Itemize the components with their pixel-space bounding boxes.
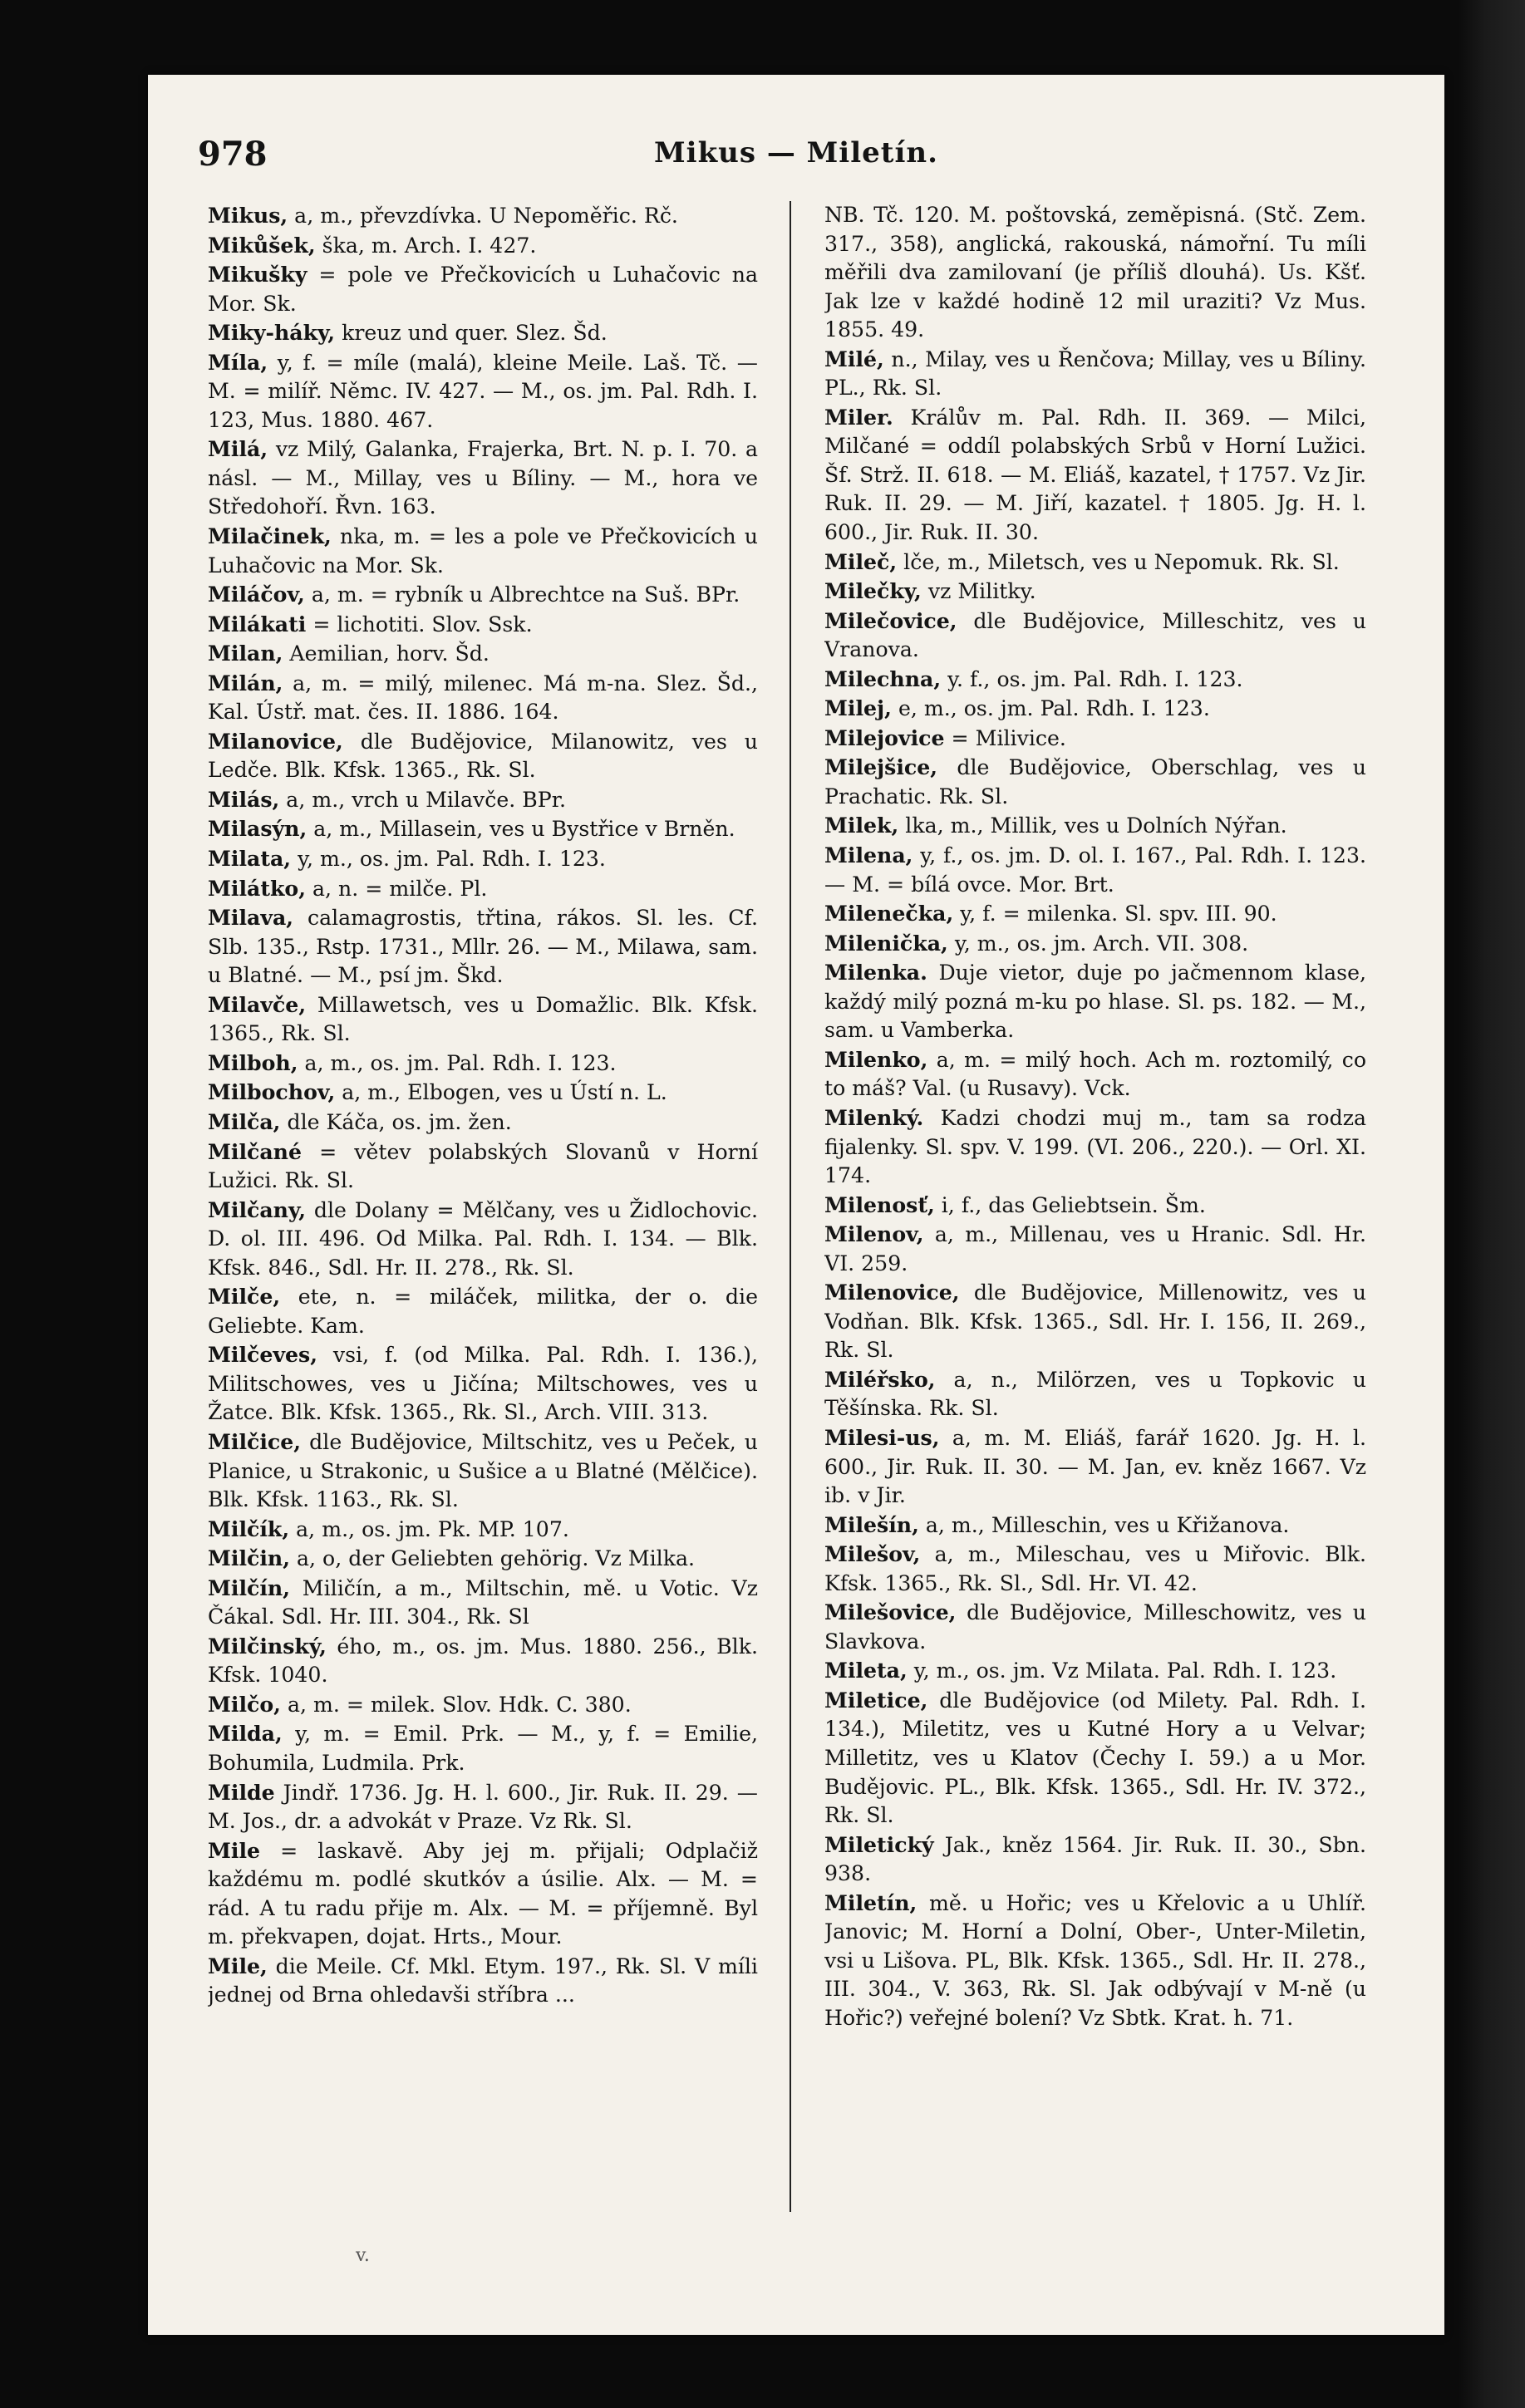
entry-headword: Milčané xyxy=(208,1138,303,1164)
dictionary-entry xyxy=(824,841,1366,899)
entry-text: kreuz und quer. Slez. Šd. xyxy=(335,321,608,346)
entry-headword: Milečky, xyxy=(824,578,922,604)
dictionary-entry xyxy=(208,1340,758,1428)
dictionary-entry xyxy=(824,1686,1366,1831)
dictionary-entry xyxy=(824,1831,1366,1889)
dictionary-entry xyxy=(824,958,1366,1045)
dictionary-entry xyxy=(208,318,758,348)
entry-text: NB. Tč. 120. M. poštovská, zeměpisná. (Stč. Zem. 317., 358), anglická, rakouská, námořní. Tu míli měřili dva zamilovaní (je příliš dlouhá). Us. Kšť. Jak lze v každé hodině 12 mil uraziti? Vz Mus. 1855. 49. xyxy=(824,203,1366,342)
entry-text: a, n., Milörzen, ves u Topkovic u Těšínska. Rk. Sl. xyxy=(824,1367,1366,1421)
dictionary-entry xyxy=(824,665,1366,695)
entry-headword: Milenký. xyxy=(824,1104,924,1130)
dictionary-entry xyxy=(208,1282,758,1340)
dictionary-entry xyxy=(824,1540,1366,1598)
entry-text: ška, m. Arch. I. 427. xyxy=(315,233,537,258)
entry-text: dle Dolany = Mělčany, ves u Židlochovic. D. ol. III. 496. Od Milka. Pal. Rdh. I. 134. — Blk. Kfsk. 846., Sdl. Hr. II. 278., Rk. Sl. xyxy=(208,1197,758,1280)
entry-headword: Milenečka, xyxy=(824,901,954,926)
entry-text: dle Budějovice, Milleschowitz, ves u Slavkova. xyxy=(824,1600,1366,1654)
entry-text: vsi, f. (od Milka. Pal. Rdh. I. 136.), Militschowes, ves u Jičína; Miltschowes, ves u Žatce. Blk. Kfsk. 1365., Rk. Sl., Arch. VIII. 313. xyxy=(208,1343,758,1425)
entry-headword: Milenov, xyxy=(824,1221,924,1247)
dictionary-entry xyxy=(208,435,758,522)
dictionary-entry xyxy=(824,1191,1366,1221)
entry-headword: Milbochov, xyxy=(208,1079,336,1105)
dictionary-entry xyxy=(824,577,1366,607)
entry-text: Duje vietor, duje po jačmennom klase, každý milý pozná m-ku po hlase. Sl. ps. 182. — M., sam. u Vamberka. xyxy=(824,961,1366,1043)
entry-text: a, m., Milleschin, ves u Křižanova. xyxy=(918,1512,1290,1537)
entry-text: Aemilian, horv. Šd. xyxy=(283,641,489,666)
entry-text: a, m. = milý hoch. Ach m. roztomilý, co to máš? Val. (u Rusavy). Vck. xyxy=(824,1047,1366,1101)
entry-headword: Milešovice, xyxy=(824,1600,957,1625)
entry-headword: Milenka. xyxy=(824,960,927,985)
entry-headword: Miletín, xyxy=(824,1890,917,1915)
dictionary-page xyxy=(148,75,1444,2335)
entry-headword: Milákati xyxy=(208,611,307,636)
entry-text: = laskavě. Aby jej m. přijali; Odplačiž každému m. podlé skutkóv a úsilie. Alx. — M. = rád. A tu radu přije m. Alx. — M. = příjemně. Byl m. překvapen, dojat. Hrts., Mour. xyxy=(208,1838,758,1949)
entry-headword: Milče, xyxy=(208,1284,281,1310)
dictionary-entry xyxy=(824,1220,1366,1278)
entry-headword: Milenovice, xyxy=(824,1280,960,1305)
entry-headword: Milena, xyxy=(824,843,913,868)
entry-text: Králův m. Pal. Rdh. II. 369. — Milci, Milčané = oddíl polabských Srbů v Horní Lužici. Šf. Strž. II. 618. — M. Eliáš, kazatel, † 1757. Vz Jir. Ruk. II. 29. — M. Jiří, kazatel. † 1805. Jg. H. l. 600., Jir. Ruk. II. 30. xyxy=(824,405,1366,545)
dictionary-entry xyxy=(208,639,758,669)
entry-text: a, m. = rybník u Albrechtce na Suš. BPr. xyxy=(304,582,740,607)
entry-text: ého, m., os. jm. Mus. 1880. 256., Blk. Kfsk. 1040. xyxy=(208,1634,758,1688)
dictionary-entry xyxy=(824,1365,1366,1423)
entry-headword: Mikůšek, xyxy=(208,232,316,258)
entry-text: y. f., os. jm. Pal. Rdh. I. 123. xyxy=(941,666,1243,691)
entry-text: dle Budějovice, Miltschitz, ves u Peček, u Planice, u Strakonic, u Sušice a u Blatné (Mělčice). Blk. Kfsk. 1163., Rk. Sl. xyxy=(208,1429,758,1512)
bottom-mark: v. xyxy=(356,2245,370,2266)
entry-headword: Miléřsko, xyxy=(824,1366,936,1392)
dictionary-entry xyxy=(208,1428,758,1515)
dictionary-entry xyxy=(824,403,1366,548)
entry-text: nka, m. = les a pole ve Přečkovicích u Luhačovic na Mor. Sk. xyxy=(208,524,758,577)
entry-text: Jak., kněz 1564. Jir. Ruk. II. 30., Sbn. 938. xyxy=(824,1832,1366,1886)
left-column xyxy=(208,201,758,2303)
scan-background-edge xyxy=(1459,0,1525,2408)
dictionary-entry xyxy=(824,1511,1366,1541)
entry-headword: Milanovice, xyxy=(208,728,343,754)
dictionary-entry xyxy=(824,811,1366,841)
entry-text: a, m., vrch u Milavče. BPr. xyxy=(279,787,566,812)
entry-text: dle Budějovice, Oberschlag, ves u Prachatic. Rk. Sl. xyxy=(824,755,1366,808)
dictionary-entry xyxy=(208,1108,758,1138)
entry-text: y, f. = milenka. Sl. spv. III. 90. xyxy=(953,902,1277,926)
entry-headword: Miletice, xyxy=(824,1687,928,1713)
entry-text: dle Káča, os. jm. žen. xyxy=(280,1109,512,1134)
entry-headword: Milčík, xyxy=(208,1516,290,1541)
dictionary-entry xyxy=(824,753,1366,811)
entry-text: ete, n. = miláček, militka, der o. die Geliebte. Kam. xyxy=(208,1285,758,1338)
dictionary-entry xyxy=(208,231,758,261)
entry-text: a, m., převzdívka. U Nepoměřic. Rč. xyxy=(288,204,678,228)
entry-headword: Milačinek, xyxy=(208,523,332,549)
entry-headword: Mikušky xyxy=(208,262,307,287)
dictionary-entry xyxy=(824,1598,1366,1656)
entry-headword: Milde xyxy=(208,1779,275,1805)
dictionary-entry xyxy=(208,1690,758,1720)
entry-headword: Milča, xyxy=(208,1108,281,1134)
entry-headword: Miletický xyxy=(824,1831,934,1857)
entry-headword: Milčice, xyxy=(208,1428,302,1454)
entry-text: a, o, der Geliebten gehörig. Vz Milka. xyxy=(290,1546,696,1571)
entry-headword: Mileč, xyxy=(824,548,898,574)
entry-text: e, m., os. jm. Pal. Rdh. I. 123. xyxy=(891,696,1210,721)
entry-headword: Mikus, xyxy=(208,203,288,228)
entry-text: a, m. = milý, milenec. Má m-na. Slez. Šd., Kal. Ústř. mat. čes. II. 1886. 164. xyxy=(208,671,758,725)
entry-text: mě. u Hořic; ves u Křelovic a u Uhlíř. Janovic; M. Horní a Dolní, Ober-, Unter-Miletin, vsi u Lišova. PL, Blk. Kfsk. 1365., Sdl. Hr. II. 278., III. 304., V. 363, Rk. Sl. Jak odbývají v M-ně (u Hořic?) veřejné bolení? Vz Sbtk. Krat. h. 71. xyxy=(824,1890,1366,2030)
dictionary-entry xyxy=(208,1632,758,1690)
dictionary-entry xyxy=(824,1656,1366,1686)
dictionary-entry xyxy=(824,929,1366,959)
entry-text: y, m., os. jm. Arch. VII. 308. xyxy=(947,931,1249,956)
entry-text: a, m., os. jm. Pk. MP. 107. xyxy=(289,1516,569,1541)
dictionary-entry xyxy=(824,1045,1366,1103)
dictionary-entry xyxy=(208,814,758,844)
entry-headword: Milek, xyxy=(824,813,899,838)
entry-text: a, m. = milek. Slov. Hdk. C. 380. xyxy=(280,1692,632,1717)
entry-headword: Milan, xyxy=(208,641,283,666)
entry-headword: Milčany, xyxy=(208,1197,306,1222)
entry-headword: Milátko, xyxy=(208,875,306,901)
entry-text: = větev polabských Slovanů v Horní Lužici. Rk. Sl. xyxy=(208,1139,758,1193)
entry-headword: Milejovice xyxy=(824,725,945,750)
entry-headword: Mileta, xyxy=(824,1658,908,1683)
entry-headword: Mile, xyxy=(208,1953,268,1978)
entry-headword: Milčin, xyxy=(208,1546,291,1571)
entry-text: y, m., os. jm. Vz Milata. Pal. Rdh. I. 123. xyxy=(907,1659,1337,1683)
entry-text: a, n. = milče. Pl. xyxy=(306,876,488,901)
dictionary-entry xyxy=(208,580,758,610)
entry-text: Millawetsch, ves u Domažlic. Blk. Kfsk. 1365., Rk. Sl. xyxy=(208,992,758,1046)
entry-headword: Milešov, xyxy=(824,1541,921,1567)
entry-headword: Míla, xyxy=(208,349,268,375)
dictionary-entry xyxy=(208,1778,758,1836)
entry-headword: Milčín, xyxy=(208,1575,291,1600)
dictionary-entry xyxy=(208,348,758,435)
dictionary-entry xyxy=(208,785,758,815)
entry-text: a, m. M. Eliáš, farář 1620. Jg. H. l. 600., Jir. Ruk. II. 30. — M. Jan, ev. kněz 1667. Vz ib. v Jir. xyxy=(824,1425,1366,1508)
dictionary-entry xyxy=(824,1103,1366,1191)
entry-text: Jindř. 1736. Jg. H. l. 600., Jir. Ruk. II. 29. — M. Jos., dr. a advokát v Praze. Vz Rk. Sl. xyxy=(208,1780,758,1834)
entry-headword: Milda, xyxy=(208,1721,283,1747)
entry-headword: Milejšice, xyxy=(824,754,938,780)
entry-text: a, m., os. jm. Pal. Rdh. I. 123. xyxy=(298,1050,617,1075)
dictionary-entry xyxy=(208,1515,758,1545)
dictionary-entry xyxy=(208,990,758,1049)
entry-text: die Meile. Cf. Mkl. Etym. 197., Rk. Sl. V míli jednej od Brna ohledavši stříbra ... xyxy=(208,1953,758,2007)
entry-text: dle Budějovice (od Milety. Pal. Rdh. I. 134.), Miletitz, ves u Kutné Hory a u Velvar; Milletitz, ves u Klatov (Čechy I. 59.) a u Mor. Budějovic. PL., Blk. Kfsk. 1365., Sdl. Hr. IV. 372., Rk. Sl. xyxy=(824,1688,1366,1828)
dictionary-entry xyxy=(208,874,758,904)
entry-text: y, f., os. jm. D. ol. I. 167., Pal. Rdh. I. 123. — M. = bílá ovce. Mor. Brt. xyxy=(824,843,1366,897)
entry-headword: Milata, xyxy=(208,846,292,872)
entry-text: = lichotiti. Slov. Ssk. xyxy=(306,612,533,636)
entry-headword: Miler. xyxy=(824,404,893,430)
dictionary-entry xyxy=(208,727,758,785)
entry-text: lče, m., Miletsch, ves u Nepomuk. Rk. Sl. xyxy=(897,549,1340,574)
dictionary-entry xyxy=(208,844,758,874)
entry-headword: Milé, xyxy=(824,346,884,371)
entry-headword: Miláčov, xyxy=(208,582,305,607)
entry-text: i, f., das Geliebtsein. Šm. xyxy=(934,1192,1206,1217)
entry-text: a, m., Mileschau, ves u Miřovic. Blk. Kfsk. 1365., Rk. Sl., Sdl. Hr. VI. 42. xyxy=(824,1542,1366,1595)
dictionary-entry xyxy=(208,1952,758,2010)
entry-headword: Milej, xyxy=(824,695,892,721)
dictionary-entry xyxy=(208,1836,758,1952)
dictionary-entry xyxy=(208,201,758,231)
entry-headword: Milán, xyxy=(208,670,283,695)
entry-text: dle Budějovice, Millenowitz, ves u Vodňan. Blk. Kfsk. 1365., Sdl. Hr. I. 156, II. 269., Rk. Sl. xyxy=(824,1280,1366,1363)
right-column xyxy=(824,201,1366,2303)
entry-text: = pole ve Přečkovicích u Luhačovic na Mor. Sk. xyxy=(208,263,758,316)
entry-text: y, m., os. jm. Pal. Rdh. I. 123. xyxy=(291,847,606,872)
entry-text: calamagrostis, třtina, rákos. Sl. les. Cf. Slb. 135., Rstp. 1731., Mllr. 26. — M., Milawa, sam. u Blatné. — M., psí jm. Škd. xyxy=(208,906,758,988)
dictionary-entry xyxy=(208,1196,758,1283)
entry-text: Miličín, a m., Miltschin, mě. u Votic. Vz Čákal. Sdl. Hr. III. 304., Rk. Sl xyxy=(208,1575,758,1629)
entry-headword: Milenosť, xyxy=(824,1192,935,1217)
column-divider xyxy=(790,201,791,2212)
dictionary-entry xyxy=(208,1574,758,1632)
entry-headword: Milechna, xyxy=(824,666,942,691)
entry-headword: Milenko, xyxy=(824,1046,928,1072)
running-head: Mikus — Miletín. xyxy=(654,136,938,170)
dictionary-entry xyxy=(208,1544,758,1574)
entry-text: n., Milay, ves u Řenčova; Millay, ves u Bíliny. PL., Rk. Sl. xyxy=(824,346,1366,401)
dictionary-entry xyxy=(824,694,1366,724)
dictionary-entry xyxy=(208,669,758,727)
entry-text: dle Budějovice, Milanowitz, ves u Ledče. Blk. Kfsk. 1365., Rk. Sl. xyxy=(208,729,758,783)
entry-text: dle Budějovice, Milleschitz, ves u Vranova. xyxy=(824,608,1366,662)
entry-headword: Milava, xyxy=(208,905,294,931)
entry-headword: Milčinský, xyxy=(208,1633,327,1659)
dictionary-entry xyxy=(208,610,758,640)
entry-text: a, m., Millasein, ves u Bystřice v Brněn. xyxy=(307,817,735,842)
dictionary-entry xyxy=(824,724,1366,754)
entry-headword: Milá, xyxy=(208,436,268,462)
entry-headword: Milečovice, xyxy=(824,607,957,633)
entry-text: vz Milý, Galanka, Frajerka, Brt. N. p. I. 70. a násl. — M., Millay, ves u Bíliny. — M., hora ve Středohoří. Řvn. 163. xyxy=(208,437,758,519)
entry-text: y, f. = míle (malá), kleine Meile. Laš. Tč. — M. = milíř. Němc. IV. 427. — M., os. jm. Pal. Rdh. I. 123, Mus. 1880. 467. xyxy=(208,350,758,432)
dictionary-entry xyxy=(208,522,758,580)
entry-headword: Milboh, xyxy=(208,1049,298,1075)
dictionary-entry xyxy=(208,1138,758,1196)
entry-text: y, m. = Emil. Prk. — M., y, f. = Emilie, Bohumila, Ludmila. Prk. xyxy=(208,1722,758,1775)
dictionary-entry xyxy=(824,548,1366,577)
entry-headword: Milesi-us, xyxy=(824,1424,940,1450)
dictionary-entry xyxy=(824,607,1366,665)
entry-headword: Milčeves, xyxy=(208,1342,317,1368)
entry-headword: Milešín, xyxy=(824,1511,919,1537)
entry-text: a, m., Elbogen, ves u Ústí n. L. xyxy=(335,1080,667,1105)
entry-headword: Milčo, xyxy=(208,1691,281,1717)
entry-text: Kadzi chodzi muj m., tam sa rodza fijalenky. Sl. spv. V. 199. (VI. 206., 220.). — Orl. XI. 174. xyxy=(824,1105,1366,1188)
entry-headword: Miky-háky, xyxy=(208,320,336,346)
dictionary-entry xyxy=(208,1719,758,1777)
entry-headword: Milasýn, xyxy=(208,816,307,842)
dictionary-entry xyxy=(824,1423,1366,1511)
entry-headword: Mile xyxy=(208,1837,261,1863)
dictionary-entry xyxy=(824,1889,1366,2033)
dictionary-entry xyxy=(824,899,1366,929)
entry-headword: Milenička, xyxy=(824,930,948,956)
entry-text: vz Militky. xyxy=(921,579,1036,604)
entry-headword: Milás, xyxy=(208,786,280,812)
page-number: 978 xyxy=(198,135,268,174)
dictionary-entry xyxy=(208,260,758,318)
dictionary-entry xyxy=(208,1049,758,1079)
dictionary-entry xyxy=(208,903,758,990)
dictionary-entry xyxy=(824,201,1366,345)
dictionary-entry xyxy=(824,1278,1366,1365)
entry-headword: Milavče, xyxy=(208,991,307,1017)
dictionary-entry xyxy=(208,1078,758,1108)
entry-text: a, m., Millenau, ves u Hranic. Sdl. Hr. VI. 259. xyxy=(824,1222,1366,1275)
dictionary-entry xyxy=(824,345,1366,403)
entry-text: = Milivice. xyxy=(944,725,1066,750)
entry-text: lka, m., Millik, ves u Dolních Nýřan. xyxy=(898,813,1287,838)
